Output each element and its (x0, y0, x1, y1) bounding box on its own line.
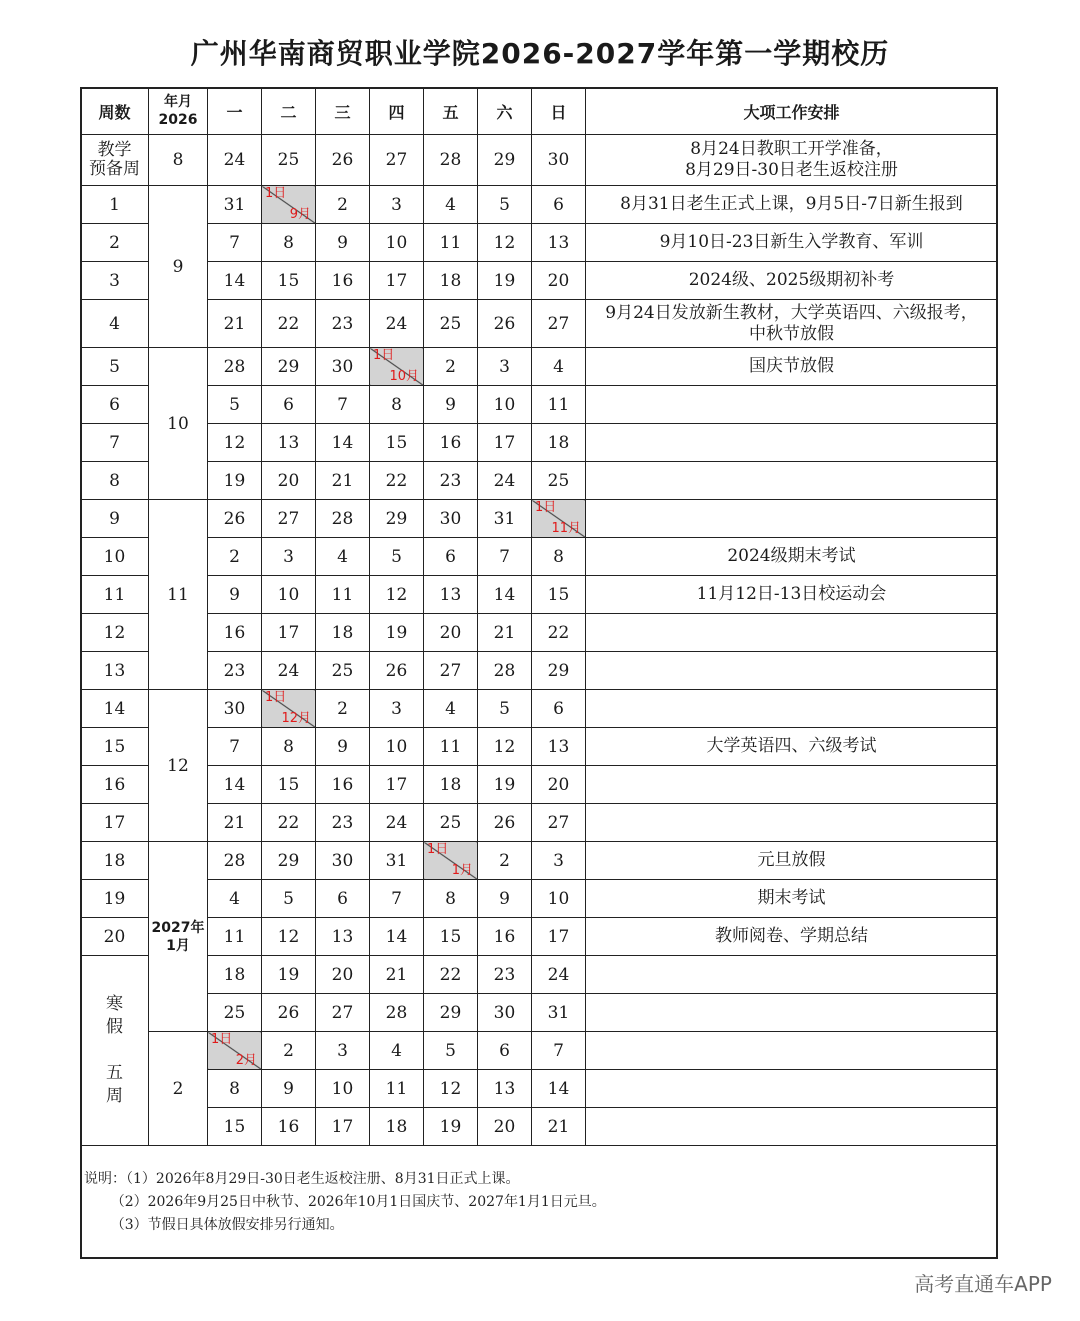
day-cell-sat: 21 (478, 614, 532, 652)
day-cell-thu: 4 (370, 1032, 424, 1070)
day-cell-thu: 12 (370, 576, 424, 614)
event-cell: 9月24日发放新生教材，大学英语四、六级报考， 中秋节放假 (586, 300, 998, 348)
day-cell-fri: 18 (424, 766, 478, 804)
week-row (81, 262, 998, 300)
event-cell: 2024级期末考试 (586, 538, 998, 576)
day-cell-thu: 29 (370, 500, 424, 538)
month-start-day: 1日 (265, 186, 287, 201)
day-cell-wed: 25 (316, 652, 370, 690)
day-cell-sat: 28 (478, 652, 532, 690)
week-number: 20 (81, 918, 149, 956)
event-cell (586, 500, 998, 538)
event-cell (586, 804, 998, 842)
month-start-month: 12月 (281, 711, 311, 726)
day-cell-sun: 29 (532, 652, 586, 690)
week-number: 7 (81, 424, 149, 462)
day-cell-fri: 15 (424, 918, 478, 956)
day-cell-tue: 8 (262, 224, 316, 262)
event-cell (586, 386, 998, 424)
day-cell-wed: 20 (316, 956, 370, 994)
day-cell-sat: 7 (478, 538, 532, 576)
day-cell-sun: 11 (532, 386, 586, 424)
day-cell-fri: 13 (424, 576, 478, 614)
day-cell-thu: 31 (370, 842, 424, 880)
day-cell-sat: 9 (478, 880, 532, 918)
day-cell-fri: 9 (424, 386, 478, 424)
day-cell-mon: 7 (208, 728, 262, 766)
day-cell-fri: 11 (424, 728, 478, 766)
week-number: 4 (81, 300, 149, 348)
day-cell-tue: 5 (262, 880, 316, 918)
day-cell-sat: 12 (478, 224, 532, 262)
day-cell-fri: 30 (424, 500, 478, 538)
month-nov: 11 (149, 500, 208, 690)
week-number: 8 (81, 462, 149, 500)
day-cell-sat: 26 (478, 300, 532, 348)
day-cell-sat: 24 (478, 462, 532, 500)
day-cell-sat: 2 (478, 842, 532, 880)
day-cell-sun: 6 (532, 186, 586, 224)
day-cell-tue: 2 (262, 1032, 316, 1070)
day-cell-wed: 30 (316, 348, 370, 386)
day-cell-thu: 18 (370, 1108, 424, 1146)
day-cell-tue: 27 (262, 500, 316, 538)
week-row (81, 1108, 998, 1146)
day-cell-sun: 25 (532, 462, 586, 500)
event-cell (586, 1032, 998, 1070)
day-cell-thu: 24 (370, 300, 424, 348)
day-cell-thu: 7 (370, 880, 424, 918)
week-number: 12 (81, 614, 149, 652)
day-cell-thu: 3 (370, 690, 424, 728)
day-cell-thu: 26 (370, 652, 424, 690)
week-row (81, 424, 998, 462)
day-cell-tue: 26 (262, 994, 316, 1032)
month-aug: 8 (149, 135, 208, 186)
week-number: 5 (81, 348, 149, 386)
day-cell-thu: 17 (370, 262, 424, 300)
day-cell-mon: 31 (208, 186, 262, 224)
day-cell-sun: 30 (532, 135, 586, 186)
week-row (81, 462, 998, 500)
day-cell-sun: 4 (532, 348, 586, 386)
day-cell-thu: 27 (370, 135, 424, 186)
month-start-fri (424, 842, 478, 880)
day-cell-thu: 3 (370, 186, 424, 224)
day-cell-fri: 19 (424, 1108, 478, 1146)
day-cell-fri: 4 (424, 690, 478, 728)
week-number: 9 (81, 500, 149, 538)
day-cell-mon: 9 (208, 576, 262, 614)
day-cell-thu: 5 (370, 538, 424, 576)
week-row (81, 1032, 998, 1070)
month-start-day: 1日 (265, 690, 287, 705)
day-cell-sat: 10 (478, 386, 532, 424)
winter-vacation-label: 寒 假 五 周 (81, 956, 149, 1146)
day-cell-tue: 25 (262, 135, 316, 186)
day-cell-thu: 21 (370, 956, 424, 994)
day-cell-mon: 5 (208, 386, 262, 424)
day-cell-fri: 25 (424, 804, 478, 842)
day-cell-sun: 13 (532, 224, 586, 262)
day-cell-sat: 19 (478, 262, 532, 300)
day-cell-sun: 17 (532, 918, 586, 956)
day-cell-mon: 14 (208, 766, 262, 804)
day-cell-wed: 27 (316, 994, 370, 1032)
week-number: 17 (81, 804, 149, 842)
day-cell-fri: 2 (424, 348, 478, 386)
week-number: 18 (81, 842, 149, 880)
day-cell-fri: 22 (424, 956, 478, 994)
week-number: 14 (81, 690, 149, 728)
month-sep: 9 (149, 186, 208, 348)
note-line-3: （3）节假日具体放假安排另行通知。 (84, 1217, 344, 1233)
week-number: 10 (81, 538, 149, 576)
day-header-sat: 六 (478, 88, 532, 135)
month-start-day: 1日 (427, 842, 449, 857)
week-row (81, 135, 998, 186)
day-cell-tue: 12 (262, 918, 316, 956)
day-cell-fri: 4 (424, 186, 478, 224)
day-cell-tue: 17 (262, 614, 316, 652)
week-row (81, 348, 998, 386)
event-cell (586, 462, 998, 500)
week-row (81, 918, 998, 956)
day-cell-tue: 6 (262, 386, 316, 424)
day-cell-sat: 29 (478, 135, 532, 186)
day-cell-sun: 27 (532, 300, 586, 348)
day-cell-wed: 16 (316, 262, 370, 300)
month-start-tue (262, 186, 316, 224)
day-cell-sun: 6 (532, 690, 586, 728)
day-cell-sun: 27 (532, 804, 586, 842)
day-cell-thu: 8 (370, 386, 424, 424)
event-cell (586, 994, 998, 1032)
day-cell-tue: 22 (262, 804, 316, 842)
week-number: 11 (81, 576, 149, 614)
day-cell-sun: 7 (532, 1032, 586, 1070)
month-jan: 2027年 1月 (149, 842, 208, 1032)
day-cell-fri: 23 (424, 462, 478, 500)
notes-section (84, 1168, 606, 1237)
week-row (81, 652, 998, 690)
day-cell-mon: 28 (208, 348, 262, 386)
prep-week-label: 教学 预备周 (81, 135, 149, 186)
day-cell-fri: 20 (424, 614, 478, 652)
event-cell: 国庆节放假 (586, 348, 998, 386)
day-cell-wed: 28 (316, 500, 370, 538)
week-number: 2 (81, 224, 149, 262)
month-start-tue (262, 690, 316, 728)
day-cell-sun: 20 (532, 766, 586, 804)
month-start-month: 10月 (389, 369, 419, 384)
month-start-month: 9月 (289, 207, 311, 222)
week-row (81, 766, 998, 804)
week-number: 6 (81, 386, 149, 424)
day-cell-sat: 5 (478, 690, 532, 728)
day-header-sun: 日 (532, 88, 586, 135)
day-cell-sat: 13 (478, 1070, 532, 1108)
day-cell-mon: 24 (208, 135, 262, 186)
event-cell: 大学英语四、六级考试 (586, 728, 998, 766)
day-cell-tue: 20 (262, 462, 316, 500)
day-cell-wed: 9 (316, 224, 370, 262)
month-header-line2: 2026 (158, 112, 198, 128)
week-number: 16 (81, 766, 149, 804)
day-cell-wed: 14 (316, 424, 370, 462)
day-cell-fri: 29 (424, 994, 478, 1032)
day-cell-tue: 16 (262, 1108, 316, 1146)
day-cell-tue: 29 (262, 842, 316, 880)
day-cell-mon: 15 (208, 1108, 262, 1146)
day-cell-fri: 8 (424, 880, 478, 918)
day-cell-tue: 9 (262, 1070, 316, 1108)
day-cell-wed: 23 (316, 804, 370, 842)
day-cell-sun: 14 (532, 1070, 586, 1108)
month-start-month: 1月 (451, 863, 473, 878)
week-row (81, 804, 998, 842)
week-row (81, 300, 998, 348)
day-cell-tue: 15 (262, 766, 316, 804)
day-cell-wed: 18 (316, 614, 370, 652)
day-cell-tue: 15 (262, 262, 316, 300)
day-cell-mon: 2 (208, 538, 262, 576)
day-cell-sun: 10 (532, 880, 586, 918)
month-column-header (149, 88, 208, 135)
page-title: 广州华南商贸职业学院2026-2027学年第一学期校历 (190, 37, 890, 70)
week-row (81, 614, 998, 652)
day-cell-thu: 10 (370, 728, 424, 766)
day-cell-tue: 13 (262, 424, 316, 462)
day-cell-wed: 17 (316, 1108, 370, 1146)
day-cell-sun: 3 (532, 842, 586, 880)
day-cell-sun: 22 (532, 614, 586, 652)
day-cell-wed: 2 (316, 690, 370, 728)
day-cell-mon: 26 (208, 500, 262, 538)
week-row (81, 690, 998, 728)
day-cell-mon: 11 (208, 918, 262, 956)
day-cell-mon: 14 (208, 262, 262, 300)
day-cell-fri: 27 (424, 652, 478, 690)
day-cell-mon: 18 (208, 956, 262, 994)
day-cell-tue: 24 (262, 652, 316, 690)
day-cell-wed: 3 (316, 1032, 370, 1070)
event-cell (586, 956, 998, 994)
day-cell-tue: 29 (262, 348, 316, 386)
day-cell-thu: 19 (370, 614, 424, 652)
event-cell (586, 1108, 998, 1146)
day-cell-tue: 8 (262, 728, 316, 766)
event-cell: 元旦放假 (586, 842, 998, 880)
day-cell-mon: 8 (208, 1070, 262, 1108)
day-cell-mon: 21 (208, 300, 262, 348)
month-dec: 12 (149, 690, 208, 842)
day-cell-wed: 9 (316, 728, 370, 766)
month-start-month: 11月 (551, 521, 581, 536)
day-cell-fri: 11 (424, 224, 478, 262)
day-cell-sun: 24 (532, 956, 586, 994)
day-cell-wed: 16 (316, 766, 370, 804)
day-cell-wed: 2 (316, 186, 370, 224)
day-cell-sat: 23 (478, 956, 532, 994)
month-start-month: 2月 (235, 1053, 257, 1068)
day-cell-sun: 21 (532, 1108, 586, 1146)
month-feb: 2 (149, 1032, 208, 1146)
day-cell-fri: 25 (424, 300, 478, 348)
school-calendar-table (80, 87, 998, 1146)
week-row (81, 538, 998, 576)
day-cell-sun: 20 (532, 262, 586, 300)
day-cell-sat: 3 (478, 348, 532, 386)
day-cell-fri: 18 (424, 262, 478, 300)
week-number: 19 (81, 880, 149, 918)
day-cell-mon: 19 (208, 462, 262, 500)
day-cell-sat: 12 (478, 728, 532, 766)
event-cell: 8月31日老生正式上课，9月5日-7日新生报到 (586, 186, 998, 224)
day-header-tue: 二 (262, 88, 316, 135)
month-header-line1: 年月 (164, 94, 192, 110)
day-cell-fri: 6 (424, 538, 478, 576)
note-line-1: 说明：（1）2026年8月29日-30日老生返校注册、8月31日正式上课。 (84, 1171, 520, 1187)
day-cell-wed: 21 (316, 462, 370, 500)
day-cell-sun: 31 (532, 994, 586, 1032)
day-cell-fri: 5 (424, 1032, 478, 1070)
month-start-day: 1日 (535, 500, 557, 515)
day-cell-fri: 12 (424, 1070, 478, 1108)
week-number: 3 (81, 262, 149, 300)
day-cell-thu: 15 (370, 424, 424, 462)
day-cell-sat: 30 (478, 994, 532, 1032)
week-row (81, 500, 998, 538)
event-cell (586, 1070, 998, 1108)
day-cell-wed: 7 (316, 386, 370, 424)
day-cell-mon: 4 (208, 880, 262, 918)
day-cell-sat: 31 (478, 500, 532, 538)
month-start-day: 1日 (211, 1032, 233, 1047)
day-cell-thu: 22 (370, 462, 424, 500)
event-cell: 8月24日教职工开学准备， 8月29日-30日老生返校注册 (586, 135, 998, 186)
day-cell-mon: 30 (208, 690, 262, 728)
week-row (81, 1070, 998, 1108)
day-cell-tue: 10 (262, 576, 316, 614)
day-cell-tue: 19 (262, 956, 316, 994)
event-cell: 教师阅卷、学期总结 (586, 918, 998, 956)
day-cell-sat: 19 (478, 766, 532, 804)
day-cell-wed: 10 (316, 1070, 370, 1108)
note-line-2: （2）2026年9月25日中秋节、2026年10月1日国庆节、2027年1月1日元旦。 (84, 1194, 606, 1210)
month-start-thu (370, 348, 424, 386)
week-row (81, 728, 998, 766)
week-row (81, 576, 998, 614)
day-cell-mon: 25 (208, 994, 262, 1032)
day-cell-wed: 13 (316, 918, 370, 956)
month-start-sun (532, 500, 586, 538)
day-cell-wed: 11 (316, 576, 370, 614)
day-cell-wed: 4 (316, 538, 370, 576)
day-cell-thu: 24 (370, 804, 424, 842)
event-cell (586, 652, 998, 690)
event-cell: 期末考试 (586, 880, 998, 918)
day-cell-sun: 15 (532, 576, 586, 614)
header-row (81, 88, 998, 135)
day-cell-fri: 28 (424, 135, 478, 186)
day-cell-mon: 12 (208, 424, 262, 462)
day-cell-sun: 8 (532, 538, 586, 576)
week-row (81, 994, 998, 1032)
day-cell-tue: 22 (262, 300, 316, 348)
day-cell-sat: 26 (478, 804, 532, 842)
day-cell-sun: 18 (532, 424, 586, 462)
day-header-fri: 五 (424, 88, 478, 135)
events-column-header: 大项工作安排 (586, 88, 998, 135)
week-number: 15 (81, 728, 149, 766)
week-number: 1 (81, 186, 149, 224)
event-cell (586, 766, 998, 804)
week-row (81, 186, 998, 224)
event-cell (586, 690, 998, 728)
day-header-mon: 一 (208, 88, 262, 135)
day-cell-sat: 5 (478, 186, 532, 224)
event-cell (586, 424, 998, 462)
week-number: 13 (81, 652, 149, 690)
day-cell-thu: 28 (370, 994, 424, 1032)
event-cell: 2024级、2025级期初补考 (586, 262, 998, 300)
week-row (81, 880, 998, 918)
day-header-thu: 四 (370, 88, 424, 135)
day-cell-mon: 21 (208, 804, 262, 842)
day-cell-thu: 10 (370, 224, 424, 262)
month-start-mon (208, 1032, 262, 1070)
day-cell-mon: 28 (208, 842, 262, 880)
day-cell-sat: 6 (478, 1032, 532, 1070)
day-cell-fri: 16 (424, 424, 478, 462)
event-cell (586, 614, 998, 652)
day-cell-sat: 14 (478, 576, 532, 614)
watermark: 高考直通车APP (914, 1272, 1052, 1296)
day-cell-wed: 30 (316, 842, 370, 880)
day-cell-wed: 26 (316, 135, 370, 186)
day-cell-thu: 17 (370, 766, 424, 804)
day-cell-mon: 7 (208, 224, 262, 262)
month-oct: 10 (149, 348, 208, 500)
day-cell-sun: 13 (532, 728, 586, 766)
week-column-header: 周数 (81, 88, 149, 135)
day-cell-thu: 14 (370, 918, 424, 956)
event-cell: 9月10日-23日新生入学教育、军训 (586, 224, 998, 262)
day-cell-thu: 11 (370, 1070, 424, 1108)
week-row (81, 956, 998, 994)
day-cell-wed: 6 (316, 880, 370, 918)
week-row (81, 386, 998, 424)
day-cell-mon: 16 (208, 614, 262, 652)
event-cell: 11月12日-13日校运动会 (586, 576, 998, 614)
day-cell-sat: 16 (478, 918, 532, 956)
week-row (81, 224, 998, 262)
day-cell-sat: 17 (478, 424, 532, 462)
week-row (81, 842, 998, 880)
month-start-day: 1日 (373, 348, 395, 363)
day-cell-tue: 3 (262, 538, 316, 576)
day-cell-wed: 23 (316, 300, 370, 348)
day-cell-sat: 20 (478, 1108, 532, 1146)
day-cell-mon: 23 (208, 652, 262, 690)
day-header-wed: 三 (316, 88, 370, 135)
